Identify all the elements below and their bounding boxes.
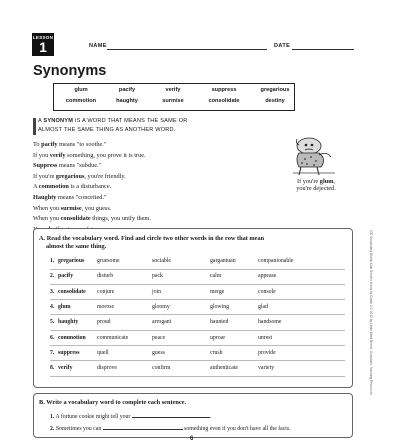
caption-line2: you're dejected. [296, 185, 336, 192]
item-number: 2. [50, 426, 55, 432]
option-word[interactable]: arrogant [152, 319, 172, 326]
word-bank-word: glum [74, 87, 88, 93]
option-word[interactable]: communicate [97, 334, 129, 341]
example-word: pacify [41, 141, 58, 148]
example-post: something, you prove it is true. [65, 151, 146, 159]
section-b-instruction: Write a vocabulary word to complete each sentence. [46, 399, 187, 406]
example-word: verify [49, 151, 66, 159]
example-word: gregarious [55, 172, 85, 180]
row-divider [50, 284, 345, 285]
option-word[interactable]: join [152, 288, 162, 295]
option-word[interactable]: peace [152, 334, 166, 341]
word-bank-word: pacify [118, 87, 136, 93]
answer-blank-1[interactable] [132, 412, 210, 418]
row-divider [50, 376, 345, 377]
date-label: DATE [274, 43, 291, 49]
example-sentence [33, 141, 106, 148]
section-a-letter: A. [39, 235, 46, 242]
example-post: , you guess. [81, 204, 112, 212]
option-word[interactable]: sociable [152, 258, 171, 264]
example-sentence [33, 173, 126, 180]
example-post: means "subdue." [57, 162, 102, 170]
example-post: means "conceited." [56, 194, 107, 201]
option-word[interactable]: uproar [210, 334, 226, 341]
option-word[interactable]: guess [152, 349, 165, 356]
name-field[interactable] [107, 49, 267, 50]
section-a-box [33, 228, 353, 388]
option-word[interactable]: conjure [97, 288, 115, 295]
row-divider [50, 314, 345, 315]
example-sentence [33, 183, 111, 190]
item-text-pre: Sometimes you can [55, 426, 102, 432]
caption-pre: If you're [296, 178, 320, 185]
section-a-instruction-line2: almost the same thing. [46, 243, 107, 250]
example-sentence [33, 194, 107, 201]
word-bank-word: suppress [211, 87, 237, 93]
row-number: 6. [50, 334, 55, 341]
word-bank-word: consolidate [208, 98, 240, 104]
word-bank [53, 83, 295, 111]
example-pre: If you're [33, 172, 56, 180]
row-divider [50, 345, 345, 346]
row-divider [50, 299, 345, 300]
definition-prefix: A [38, 118, 44, 124]
word-bank-word: gregarious [260, 87, 290, 93]
example-sentence [33, 162, 101, 169]
item-text-post: . [209, 414, 212, 420]
date-field[interactable] [292, 49, 354, 50]
option-word[interactable]: calm [210, 273, 222, 280]
section-a-instructions [39, 235, 344, 251]
row-number: 1. [50, 258, 55, 264]
caption-word: glum [319, 178, 334, 185]
glum-character-illustration [281, 133, 351, 177]
section-a-instruction-line1: Read the vocabulary word. Find and circle two other words in the row that mean [46, 235, 265, 242]
option-word[interactable]: proud [97, 319, 111, 326]
vocabulary-word: verify [58, 365, 73, 372]
option-word[interactable]: haunted [210, 319, 229, 326]
row-number: 3. [50, 288, 55, 295]
definition-text [38, 117, 338, 134]
vocabulary-word: gregarious [58, 258, 85, 264]
example-word: surmise [60, 204, 82, 212]
section-b-letter: B. [39, 399, 45, 406]
example-pre: A [33, 183, 39, 191]
option-word[interactable]: disturb [97, 273, 114, 280]
option-word[interactable]: appease [258, 273, 277, 280]
word-bank-word: haughty [116, 98, 138, 104]
lesson-number: 1 [39, 39, 47, 55]
answer-blank-2[interactable] [103, 424, 183, 430]
example-pre: To [33, 141, 42, 148]
word-bank-word: destiny [265, 98, 285, 104]
illustration-caption [286, 178, 346, 192]
option-word[interactable]: merge [210, 288, 225, 295]
vocabulary-word: consolidate [58, 288, 86, 295]
option-word[interactable]: handsome [258, 319, 282, 326]
option-word[interactable]: gargantuan [210, 258, 236, 264]
row-number: 5. [50, 319, 55, 326]
vocabulary-word: haughty [58, 319, 79, 326]
option-word[interactable]: glowing [210, 303, 230, 310]
option-word[interactable]: companionable [258, 258, 294, 264]
vocabulary-word: glum [58, 303, 71, 310]
page-title: Synonyms [33, 63, 107, 79]
section-b-instructions [39, 399, 186, 407]
option-word[interactable]: pack [152, 273, 163, 280]
lesson-badge [32, 33, 54, 56]
example-word: Haughty [33, 194, 57, 201]
option-word[interactable]: unrest [258, 334, 273, 341]
word-bank-word: commotion [65, 98, 97, 104]
example-post: means "to soothe." [57, 141, 107, 148]
example-pre: When you [33, 204, 61, 212]
vocabulary-word: suppress [58, 349, 80, 356]
word-bank-word: verify [165, 87, 181, 93]
example-post: things, you unify them. [90, 215, 151, 223]
option-word[interactable]: quell [97, 349, 109, 356]
option-word[interactable]: provide [258, 349, 276, 356]
definition-bar [33, 118, 36, 135]
section-b-item-2 [50, 424, 291, 433]
side-credit-text: 100 Vocabulary Words Kids Need to Know by Grade 4 © 2012 by Linda Ward Beech, Scholastic Teaching Resources [369, 230, 373, 396]
option-word[interactable]: console [258, 288, 276, 295]
option-word[interactable]: crush [210, 349, 223, 356]
example-post: is a disturbance. [68, 183, 112, 191]
definition-term: SYNONYM [43, 118, 74, 124]
vocabulary-word: pacify [58, 273, 74, 280]
example-sentence [33, 152, 146, 159]
word-bank-word: surmise [162, 98, 184, 104]
option-word[interactable]: variety [258, 365, 275, 372]
option-word[interactable]: gruesome [97, 258, 120, 264]
example-word: consolidate [60, 215, 91, 223]
item-number: 1. [50, 414, 55, 420]
item-text-pre: A fortune cookie might tell your [55, 414, 131, 420]
row-number: 8. [50, 365, 55, 372]
example-pre: When you [33, 215, 61, 223]
example-word: commotion [38, 183, 69, 191]
option-word[interactable]: confirm [152, 365, 171, 372]
option-word[interactable]: authenticate [210, 365, 239, 372]
caption-post: , [333, 178, 336, 185]
option-word[interactable]: gloomy [152, 303, 170, 310]
row-divider [50, 360, 345, 361]
row-number: 2. [50, 273, 55, 280]
vocabulary-word: commotion [58, 334, 86, 341]
example-word: Suppress [33, 162, 58, 170]
definition-rest: IS A WORD THAT MEANS THE SAME OR [73, 118, 188, 124]
option-word[interactable]: disprove [97, 365, 117, 372]
lesson-word: LESSON [32, 35, 54, 40]
example-post: , you're friendly. [84, 172, 126, 180]
definition-line2: ALMOST THE SAME THING AS ANOTHER WORD. [38, 126, 176, 133]
item-text-post: something even if you don't have all the facts. [184, 426, 291, 432]
row-divider [50, 330, 345, 331]
option-word[interactable]: glad [258, 303, 268, 310]
row-number: 7. [50, 349, 55, 356]
example-pre: If you [33, 151, 50, 159]
page-number: 6 [190, 436, 194, 442]
example-sentence [33, 205, 111, 212]
section-b-item-1 [50, 412, 211, 421]
row-number: 4. [50, 303, 55, 310]
row-divider [50, 269, 345, 270]
option-word[interactable]: morose [97, 303, 115, 310]
name-label: NAME [89, 43, 107, 49]
example-sentence [33, 215, 151, 222]
